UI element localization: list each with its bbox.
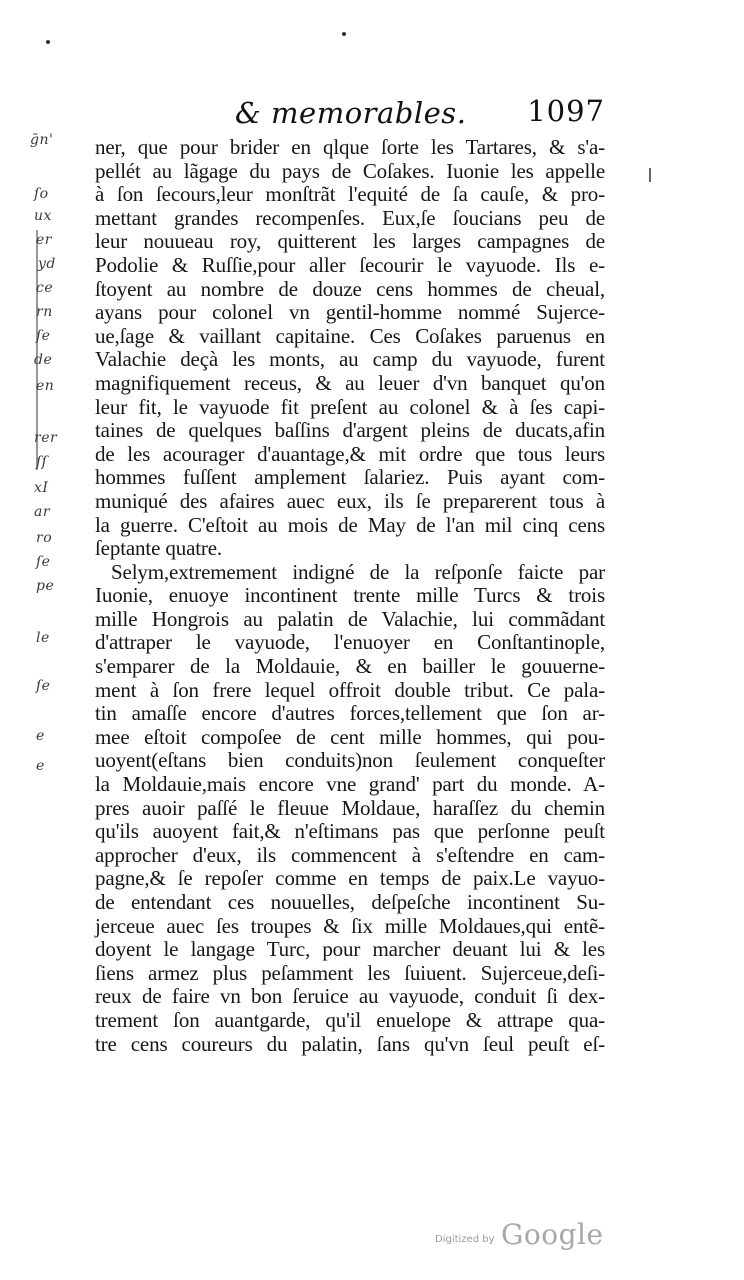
text-line: de entendant ces nouuelles, deſpeſche incontinent Su- [95,890,605,914]
text-line: tre cens coureurs du palatin, ſans qu'vn ſeul peuſt eſ- [95,1031,605,1056]
text-line: approcher d'eux, ils commencent à s'eſtendre en cam- [95,842,605,867]
text-line: Iuonie, enuoye incontinent trente mille Turcs & trois [95,583,605,608]
text-line: pagne,& ſe repoſer comme en temps de paix.Le vayuo- [95,866,605,891]
text-line: reux de faire vn bon ſeruice au vayuode, conduit ſi dex- [95,984,605,1009]
text-line: leur nouueau roy, quitterent les larges campagnes de [95,229,605,254]
text-line: mille Hongrois au palatin de Valachie, lui commãdant [95,606,605,631]
running-head [235,92,605,138]
gutter-fragment: ar [34,504,51,520]
text-line: taines de quelques baſſins d'argent pleins de ducats,afin [95,418,605,443]
text-line: s'emparer de la Moldauie, & en bailler le gouuerne- [95,654,605,679]
text-line: jerceue auec ſes troupes & ſix mille Moldaues,qui entẽ- [95,913,605,938]
gutter-fragment: ro [36,530,53,546]
gutter-fragment: ſe [36,554,51,570]
text-line: pellét au lãgage du pays de Coſakes. Iuonie les appelle [95,158,605,183]
gutter-fragment: ce [36,280,54,296]
text-line: la guerre. C'eſtoit au mois de May de l'an mil cinq cens [95,512,605,537]
text-line: Podolie & Ruſſie,pour aller ſecourir le vayuode. Ils e- [95,252,605,277]
text-line: leur fit, le vayuode fit preſent au colonel & à ſes capi- [95,394,605,419]
margin-mark [649,168,651,182]
paragraph-start-line: Selym,extremement indigné de la reſponſe faicte par [111,559,605,584]
text-line: trement ſon auantgarde, qu'il enuelope & attrape qua- [95,1007,605,1032]
watermark-logo: Google [501,1218,604,1251]
text-line: ſiens armez plus peſamment les ſuiuent. Sujerceue,deſi- [95,960,605,985]
text-line: ue,ſage & vaillant capitaine. Ces Coſakes paruenus en [95,323,605,348]
text-line: uoyent(eſtans bien conduits)non ſeulement conqueſter [95,748,605,773]
watermark-caption: Digitized by [435,1234,495,1245]
text-line: hommes fuſſent amplement ſalariez. Puis ayant com- [95,465,605,490]
gutter-fragment: ſſ [36,454,48,470]
text-line: ſtoyent au nombre de douze cens hommes de cheual, [95,276,605,301]
text-line: doyent le langage Turc, pour marcher deuant lui & les [95,937,605,962]
page-number: 1097 [527,94,605,128]
text-line: mee eſtoit compoſee de cent mille hommes, qui pou- [95,724,605,749]
gutter-fragment: e [36,758,45,774]
gutter-fragment: le [36,630,50,646]
gutter-fragment: yd [38,256,56,272]
gutter-fragment: pe [36,578,55,594]
ink-speck [342,32,346,36]
paragraph-end-line: ſeptante quatre. [95,536,223,561]
text-line: ayans pour colonel vn gentil-homme nommé Sujerce- [95,300,605,325]
text-line: d'attraper le vayuode, l'enuoyer en Conſtantinople, [95,630,605,655]
text-line: de les acourager d'auantage,& mit ordre que tous leurs [95,441,605,466]
text-line: ment à ſon frere lequel offroit double tribut. Ce pala- [95,677,605,702]
gutter-fragment: ſe [36,678,51,694]
text-line: Valachie deçà les monts, au camp du vayuode, furent [95,347,605,372]
gutter-fragment: ſe [36,328,51,344]
body-text [95,136,605,1056]
gutter-fragment: e [36,728,45,744]
digitization-watermark [435,1218,615,1258]
text-line: magnifiquement receus, & au leuer d'vn banquet qu'on [95,370,605,395]
running-title: & memorables. [235,96,467,130]
gutter-fragment: ux [34,208,52,224]
text-line: pres auoir paſſé le fleuue Moldaue, haraſſez du chemin [95,795,605,820]
gutter-fragment: ſo [34,186,49,202]
text-line: muniqué des afaires auec eux, ils ſe preparerent tous à [95,488,605,513]
text-line: qu'ils auoyent fait,& n'eſtimans pas que perſonne peuſt [95,819,605,844]
text-line: mettant grandes recompenſes. Eux,ſe ſoucians peu de [95,205,605,230]
gutter-fragment: de [34,352,53,368]
gutter-fragment: rn [36,304,53,320]
gutter-fragment: ḡn' [30,132,54,148]
ink-speck [46,40,50,44]
gutter-bleed-through [0,130,58,780]
text-line: à ſon ſecours,leur monſtrãt l'equité de ſa cauſe, & pro- [95,182,605,207]
gutter-fragment: en [36,378,55,394]
gutter-fragment: xI [34,480,49,496]
text-line: la Moldauie,mais encore vne grand' part du monde. A- [95,772,605,797]
text-line: ner, que pour brider en qlque ſorte les Tartares, & s'a- [95,135,605,159]
gutter-fragment: er [36,232,52,248]
gutter-fragment: rer [34,430,58,446]
text-line: tin amaſſe encore d'autres forces,tellement que ſon ar- [95,701,605,726]
